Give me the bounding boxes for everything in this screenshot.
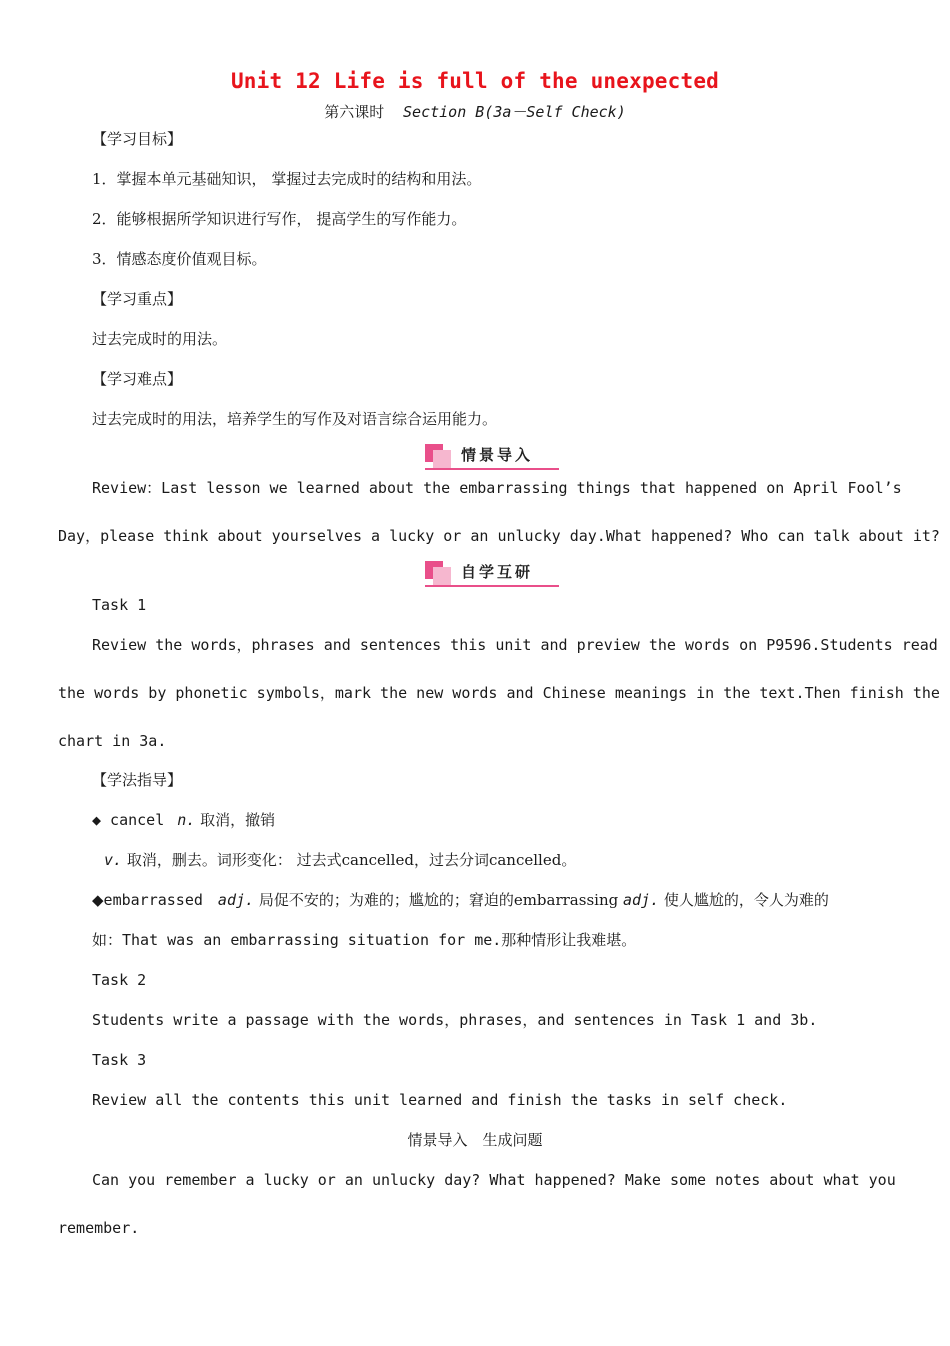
part-of-speech: adj. xyxy=(622,891,660,909)
vocab-meaning: 局促不安的；为难的；尴尬的；窘迫的embarrassing xyxy=(254,891,623,909)
vocab-word: cancel xyxy=(101,811,174,829)
unit-title: Unit 12 Life is full of the unexpected xyxy=(230,69,720,93)
diamond-bullet-icon: ◆ xyxy=(92,891,104,909)
vocab-cancel xyxy=(92,810,275,830)
vocab-embarrassed xyxy=(92,890,829,910)
key-point-heading: 【学习重点】 xyxy=(92,290,183,308)
banner-square-icon xyxy=(433,450,451,468)
goals-heading: 【学习目标】 xyxy=(92,130,183,148)
task-1-line-3: chart in 3a. xyxy=(58,732,167,750)
part-of-speech: adj. xyxy=(217,891,255,909)
vocab-cancel-verb xyxy=(104,850,576,870)
goal-item-3: 3．情感态度价值观目标。 xyxy=(92,250,267,268)
diamond-bullet-icon: ◆ xyxy=(92,811,102,829)
review-paragraph-line-2: Day，please think about yourselves a lucky or an unlucky day.What happened? Who can talk about it? xyxy=(58,527,940,545)
question-line-1: Can you remember a lucky or an unlucky day? What happened? Make some notes about what you xyxy=(92,1171,896,1189)
banner-underline xyxy=(425,585,559,587)
section-heading: 情景导入 生成问题 xyxy=(407,1131,543,1149)
task-2-text: Students write a passage with the words，phrases，and sentences in Task 1 and 3b. xyxy=(92,1011,818,1029)
goal-item-1: 1．掌握本单元基础知识， 掌握过去完成时的结构和用法。 xyxy=(92,170,482,188)
vocab-meaning: 取消，撤销 xyxy=(195,811,276,829)
part-of-speech: n. xyxy=(177,811,196,829)
banner-underline xyxy=(425,468,559,470)
task-2-heading: Task 2 xyxy=(92,971,147,989)
task-1-line-2: the words by phonetic symbols，mark the new words and Chinese meanings in the text.Then finish the xyxy=(58,684,940,702)
banner-square-icon xyxy=(433,567,451,585)
task-3-heading: Task 3 xyxy=(92,1051,147,1069)
section-banner-self-study xyxy=(425,559,559,587)
method-guide-heading: 【学法指导】 xyxy=(92,771,183,789)
banner-label: 自学互研 xyxy=(461,563,534,581)
task-3-text: Review all the contents this unit learned and finish the tasks in self check. xyxy=(92,1091,788,1109)
part-of-speech: v. xyxy=(104,851,123,869)
difficulty-heading: 【学习难点】 xyxy=(92,370,183,388)
lesson-subtitle xyxy=(0,101,950,122)
banner-label: 情景导入 xyxy=(461,446,534,464)
difficulty-text: 过去完成时的用法，培养学生的写作及对语言综合运用能力。 xyxy=(92,410,498,428)
question-line-2: remember. xyxy=(58,1219,140,1237)
section-label: Section B(3a－Self Check) xyxy=(403,103,626,121)
example-sentence: 如：That was an embarrassing situation for me.那种情形让我难堪。 xyxy=(92,931,637,949)
vocab-word: embarrassed xyxy=(103,891,212,909)
task-1-line-1: Review the words，phrases and sentences this unit and preview the words on P9596.Students read xyxy=(92,636,938,654)
key-point-text: 过去完成时的用法。 xyxy=(92,330,228,348)
vocab-meaning: 使人尴尬的，令人为难的 xyxy=(659,891,829,909)
section-banner-intro xyxy=(425,442,559,470)
review-paragraph-line-1: Review：Last lesson we learned about the embarrassing things that happened on April Fool’s xyxy=(92,479,902,497)
vocab-meaning: 取消，删去。词形变化： 过去式cancelled，过去分词cancelled。 xyxy=(122,851,577,869)
task-1-heading: Task 1 xyxy=(92,596,147,614)
goal-item-2: 2．能够根据所学知识进行写作， 提高学生的写作能力。 xyxy=(92,210,467,228)
lesson-number: 第六课时 xyxy=(324,103,385,121)
